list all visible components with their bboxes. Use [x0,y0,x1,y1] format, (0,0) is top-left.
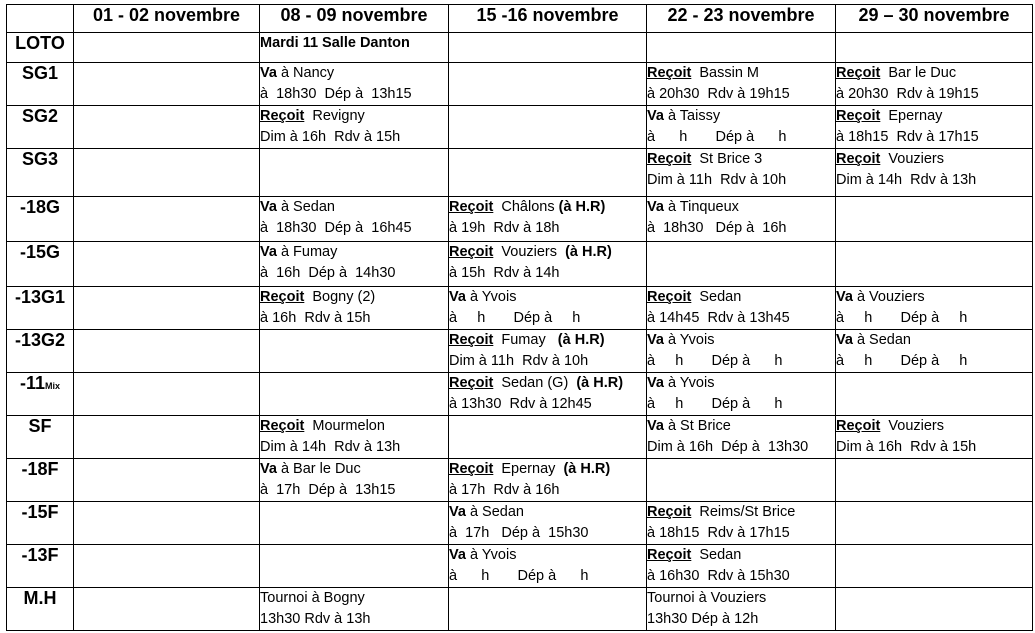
time-line: à 17h Dép à 13h15 [260,482,396,498]
schedule-cell [74,459,260,502]
schedule-cell [449,33,647,63]
opponent: Tournoi à Bogny [260,590,365,606]
schedule-cell [449,106,647,149]
schedule-cell [74,149,260,197]
schedule-cell [449,242,647,287]
match-type: Va [836,289,853,305]
team-label [7,149,74,197]
opponent: Châlons [493,199,559,215]
schedule-cell [260,149,449,197]
schedule-cell [260,63,449,106]
loto-note: Mardi 11 Salle Danton [260,33,449,63]
schedule-cell [647,149,836,197]
opponent: Sedan (G) [493,375,577,391]
match-line [836,106,1032,127]
team-label: LOTO [7,33,74,63]
opponent: Vouziers [493,244,566,260]
time-line: à 16h30 Rdv à 15h30 [647,568,790,584]
schedule-cell [647,106,836,149]
time-line: à 16h Dép à 14h30 [260,265,396,281]
schedule-cell [836,545,1033,588]
match-type: Reçoit [647,151,692,167]
schedule-cell [836,459,1033,502]
schedule-cell [449,459,647,502]
match-type: Reçoit [449,244,494,260]
time-line: à h Dép à h [647,353,783,369]
team-name: -15G [19,242,61,262]
schedule-cell [836,416,1033,459]
schedule-cell [836,106,1033,149]
match-type: Reçoit [260,108,305,124]
team-row [7,106,1033,149]
schedule-cell [836,588,1033,631]
time-line: à h Dép à h [836,310,968,326]
day-header: 15 -16 novembre [449,5,647,33]
schedule-cell [647,545,836,588]
header-row [7,5,1033,33]
match-line [260,416,448,437]
schedule-cell [647,197,836,242]
match-type: Reçoit [449,375,494,391]
schedule-cell [449,373,647,416]
match-line [260,63,448,84]
match-line [260,588,448,609]
team-row [7,149,1033,197]
match-type: Va [449,547,466,563]
schedule-cell [74,63,260,106]
schedule-cell [74,545,260,588]
opponent: Tournoi à Vouziers [647,590,767,606]
schedule-cell [647,287,836,330]
schedule-cell [449,502,647,545]
team-row [7,330,1033,373]
schedule-cell [449,197,647,242]
match-line [647,149,835,170]
opponent: Fumay [493,332,558,348]
schedule-cell [260,373,449,416]
opponent: Sedan [691,289,742,305]
schedule-cell [449,588,647,631]
venue-note: (à H.R) [563,461,611,477]
opponent: à Sedan [276,199,335,215]
match-line [449,330,646,351]
venue-note: (à H.R) [557,332,605,348]
match-type: Reçoit [836,65,881,81]
schedule-cell [74,373,260,416]
match-type: Reçoit [647,289,692,305]
schedule-cell [74,197,260,242]
team-label [7,287,74,330]
schedule-cell [836,149,1033,197]
opponent: à Tinqueux [663,199,739,215]
opponent: à Nancy [276,65,335,81]
match-line [449,545,646,566]
team-row [7,197,1033,242]
team-row [7,459,1033,502]
match-type: Reçoit [260,418,305,434]
match-line [836,330,1032,351]
team-name: -11 [19,373,45,393]
match-line [449,502,646,523]
match-type: Reçoit [647,547,692,563]
venue-note: (à H.R) [558,199,606,215]
team-label [7,373,74,416]
schedule-cell [449,545,647,588]
opponent: Vouziers [880,151,944,167]
match-line [647,502,835,523]
match-type: Reçoit [836,108,881,124]
schedule-cell [836,197,1033,242]
schedule-cell [647,459,836,502]
opponent: Epernay [493,461,564,477]
schedule-cell [449,416,647,459]
schedule-cell [260,287,449,330]
time-line: Dim à 16h Rdv à 15h [836,439,977,455]
time-line: à 13h30 Rdv à 12h45 [449,396,592,412]
schedule-cell [260,197,449,242]
time-line: à 15h Rdv à 14h [449,265,560,281]
time-line: à 18h30 Dép à 13h15 [260,86,412,102]
team-row [7,287,1033,330]
time-line: Dim à 16h Dép à 13h30 [647,439,809,455]
schedule-cell [836,373,1033,416]
team-row [7,545,1033,588]
match-type: Va [260,199,277,215]
match-type: Reçoit [836,151,881,167]
match-line [449,197,646,218]
schedule-cell [647,502,836,545]
match-line [449,373,646,394]
team-label [7,106,74,149]
team-label [7,502,74,545]
schedule-cell [260,588,449,631]
match-type: Reçoit [449,332,494,348]
opponent: à Taissy [663,108,721,124]
match-type: Va [647,418,664,434]
schedule-cell [836,63,1033,106]
team-name: -15F [21,502,59,522]
match-line [260,459,448,480]
time-line: à 18h30 Dép à 16h [647,220,787,236]
time-line: à 14h45 Rdv à 13h45 [647,310,790,326]
team-name: -13G2 [14,330,66,350]
match-line [647,197,835,218]
match-line [647,545,835,566]
team-label [7,416,74,459]
match-line [836,63,1032,84]
opponent: Revigny [304,108,365,124]
team-name: -18F [21,459,59,479]
opponent: à Yvois [663,375,715,391]
schedule-cell [260,416,449,459]
match-line [647,63,835,84]
match-line [260,197,448,218]
match-type: Reçoit [647,65,692,81]
match-type: Va [260,244,277,260]
schedule-cell [260,545,449,588]
team-label [7,197,74,242]
time-line: 13h30 Rdv à 13h [260,611,371,627]
match-type: Reçoit [260,289,305,305]
opponent: Reims/St Brice [691,504,796,520]
opponent: Bogny (2) [304,289,376,305]
time-line: à 18h30 Dép à 16h45 [260,220,412,236]
schedule-cell [74,106,260,149]
match-type: Reçoit [836,418,881,434]
venue-note: (à H.R) [565,244,612,260]
time-line: Dim à 11h Rdv à 10h [449,353,589,369]
opponent: St Brice 3 [691,151,763,167]
match-line [647,416,835,437]
schedule-cell [449,63,647,106]
opponent: à Yvois [663,332,715,348]
match-line [449,459,646,480]
match-type: Reçoit [647,504,692,520]
match-line [836,149,1032,170]
opponent: Epernay [880,108,943,124]
team-row [7,416,1033,459]
time-line: à 18h15 Rdv à 17h15 [647,525,790,541]
team-row [7,502,1033,545]
day-header: 29 – 30 novembre [836,5,1033,33]
team-name: SG3 [21,149,59,169]
schedule-cell [836,502,1033,545]
schedule-cell [74,330,260,373]
day-header: 22 - 23 novembre [647,5,836,33]
team-name: SG2 [21,106,59,126]
day-header: 01 - 02 novembre [74,5,260,33]
opponent: à Yvois [465,547,517,563]
opponent: à Sedan [852,332,911,348]
match-type: Va [647,199,664,215]
match-line [260,106,448,127]
schedule-cell [449,330,647,373]
time-line: à 19h Rdv à 18h [449,220,560,236]
schedule-cell [74,588,260,631]
schedule-cell [836,287,1033,330]
schedule-cell [74,33,260,63]
day-header: 08 - 09 novembre [260,5,449,33]
opponent: à Yvois [465,289,517,305]
match-line [647,287,835,308]
team-label [7,330,74,373]
team-row [7,242,1033,287]
schedule-cell [647,416,836,459]
match-type: Va [260,461,277,477]
schedule-cell [74,502,260,545]
team-name: SG1 [21,63,59,83]
time-line: Dim à 16h Rdv à 15h [260,129,401,145]
match-type: Reçoit [449,461,494,477]
team-name: -13G1 [14,287,66,307]
match-type: Reçoit [449,199,494,215]
match-type: Va [647,332,664,348]
match-line [647,330,835,351]
team-name: -18G [19,197,61,217]
opponent: Bassin M [691,65,760,81]
schedule-cell [260,330,449,373]
schedule-cell [647,242,836,287]
schedule-cell [260,459,449,502]
schedule-cell [74,416,260,459]
time-line: Dim à 14h Rdv à 13h [836,172,977,188]
opponent: Bar le Duc [880,65,957,81]
time-line: à h Dép à h [449,568,589,584]
match-type: Va [449,289,466,305]
schedule-cell [647,373,836,416]
time-line: à h Dép à h [836,353,968,369]
match-type: Va [647,108,664,124]
schedule-cell [647,588,836,631]
schedule-cell [74,287,260,330]
opponent: à Fumay [276,244,338,260]
team-label [7,588,74,631]
schedule-cell [836,330,1033,373]
opponent: à St Brice [663,418,731,434]
opponent: Vouziers [880,418,944,434]
schedule-cell [647,330,836,373]
time-line: à h Dép à h [647,129,787,145]
time-line: à 17h Rdv à 16h [449,482,560,498]
opponent: à Sedan [465,504,524,520]
opponent: Mourmelon [304,418,385,434]
team-label [7,545,74,588]
loto-row [7,33,1033,63]
opponent: Sedan [691,547,742,563]
schedule-cell [260,502,449,545]
time-line: à 17h Dép à 15h30 [449,525,589,541]
time-line: à 20h30 Rdv à 19h15 [647,86,790,102]
team-row [7,588,1033,631]
team-label [7,459,74,502]
time-line: Dim à 14h Rdv à 13h [260,439,401,455]
match-line [647,588,835,609]
match-type: Va [260,65,277,81]
match-line [836,287,1032,308]
schedule-cell [260,106,449,149]
match-line [260,242,448,263]
match-line [260,287,448,308]
schedule-cell [647,33,836,63]
time-line: Dim à 11h Rdv à 10h [647,172,787,188]
schedule-table [6,4,1033,631]
team-name: M.H [23,588,57,608]
time-line: à 18h15 Rdv à 17h15 [836,129,979,145]
schedule-cell [449,287,647,330]
schedule-cell [74,242,260,287]
match-type: Va [647,375,664,391]
time-line: à 20h30 Rdv à 19h15 [836,86,979,102]
team-row [7,373,1033,416]
match-line [647,106,835,127]
venue-note: (à H.R) [576,375,624,391]
time-line: à 16h Rdv à 15h [260,310,371,326]
time-line: 13h30 Dép à 12h [647,611,759,627]
team-row [7,63,1033,106]
team-name-suffix: Mix [45,381,61,391]
team-label [7,242,74,287]
schedule-cell [836,33,1033,63]
schedule-cell [260,242,449,287]
opponent: à Bar le Duc [276,461,361,477]
schedule-cell [836,242,1033,287]
team-label [7,63,74,106]
match-line [449,287,646,308]
team-name: SF [28,416,52,436]
match-line [836,416,1032,437]
match-type: Va [449,504,466,520]
opponent: à Vouziers [852,289,925,305]
match-line [449,242,646,263]
match-type: Va [836,332,853,348]
time-line: à h Dép à h [647,396,783,412]
corner-cell [7,5,74,33]
team-name: -13F [21,545,59,565]
schedule-cell [449,149,647,197]
match-line [647,373,835,394]
time-line: à h Dép à h [449,310,581,326]
schedule-cell [647,63,836,106]
